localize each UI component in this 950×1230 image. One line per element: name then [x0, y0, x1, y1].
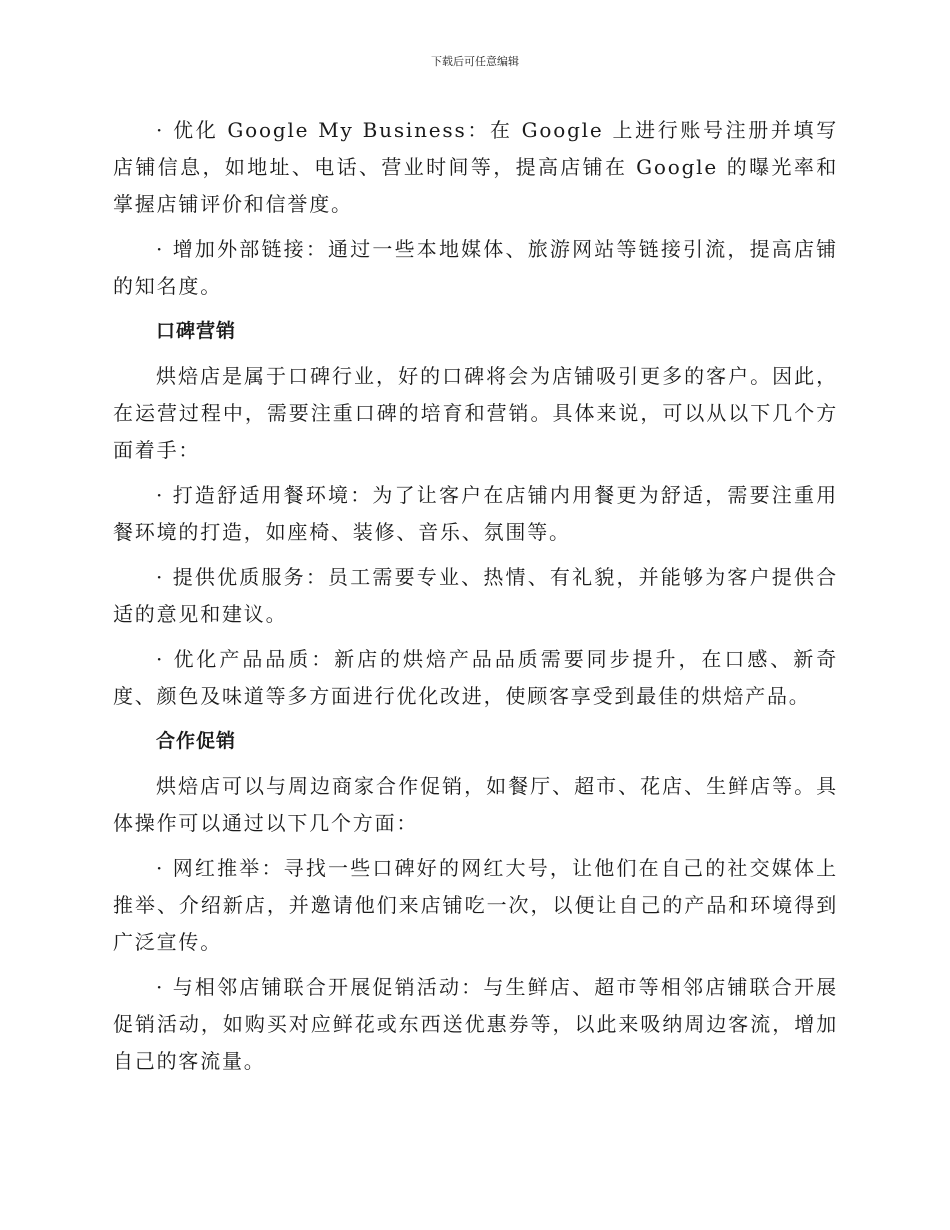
paragraph-dining-environment: · 打造舒适用餐环境：为了让客户在店铺内用餐更为舒适，需要注重用餐环境的打造，如座椅、装修、音乐、氛围等。: [113, 483, 838, 544]
paragraph-joint-promotion: · 与相邻店铺联合开展促销活动：与生鲜店、超市等相邻店铺联合开展促销活动，如购买对应鲜花或东西送优惠券等，以此来吸纳周边客流，增加自己的客流量。: [113, 975, 838, 1073]
paragraph-product-quality: · 优化产品品质：新店的烘焙产品品质需要同步提升，在口感、新奇度、颜色及味道等多方面进行优化改进，使顾客享受到最佳的烘焙产品。: [113, 647, 838, 708]
paragraph-google-my-business: · 优化 Google My Business：在 Google 上进行账号注册并填写店铺信息，如地址、电话、营业时间等，提高店铺在 Google 的曝光率和掌握店铺评价和信誉度。: [113, 118, 838, 216]
paragraph-cooperative-intro: 烘焙店可以与周边商家合作促销，如餐厅、超市、花店、生鲜店等。具体操作可以通过以下几个方面：: [113, 774, 838, 835]
paragraph-external-links: · 增加外部链接：通过一些本地媒体、旅游网站等链接引流，提高店铺的知名度。: [113, 237, 838, 298]
section-heading-word-of-mouth: 口碑营销: [156, 320, 237, 342]
section-heading-cooperative-promotion: 合作促销: [156, 730, 237, 752]
paragraph-influencer-promotion: · 网红推举：寻找一些口碑好的网红大号，让他们在自己的社交媒体上推举、介绍新店，并邀请他们来店铺吃一次，以便让自己的产品和环境得到广泛宣传。: [113, 856, 838, 954]
page-header: 下载后可任意编辑: [431, 55, 519, 68]
paragraph-word-of-mouth-intro: 烘焙店是属于口碑行业，好的口碑将会为店铺吸引更多的客户。因此，在运营过程中，需要注重口碑的培育和营销。具体来说，可以从以下几个方面着手：: [113, 364, 838, 462]
paragraph-quality-service: · 提供优质服务：员工需要专业、热情、有礼貌，并能够为客户提供合适的意见和建议。: [113, 565, 838, 626]
document-body: [113, 112, 838, 1088]
